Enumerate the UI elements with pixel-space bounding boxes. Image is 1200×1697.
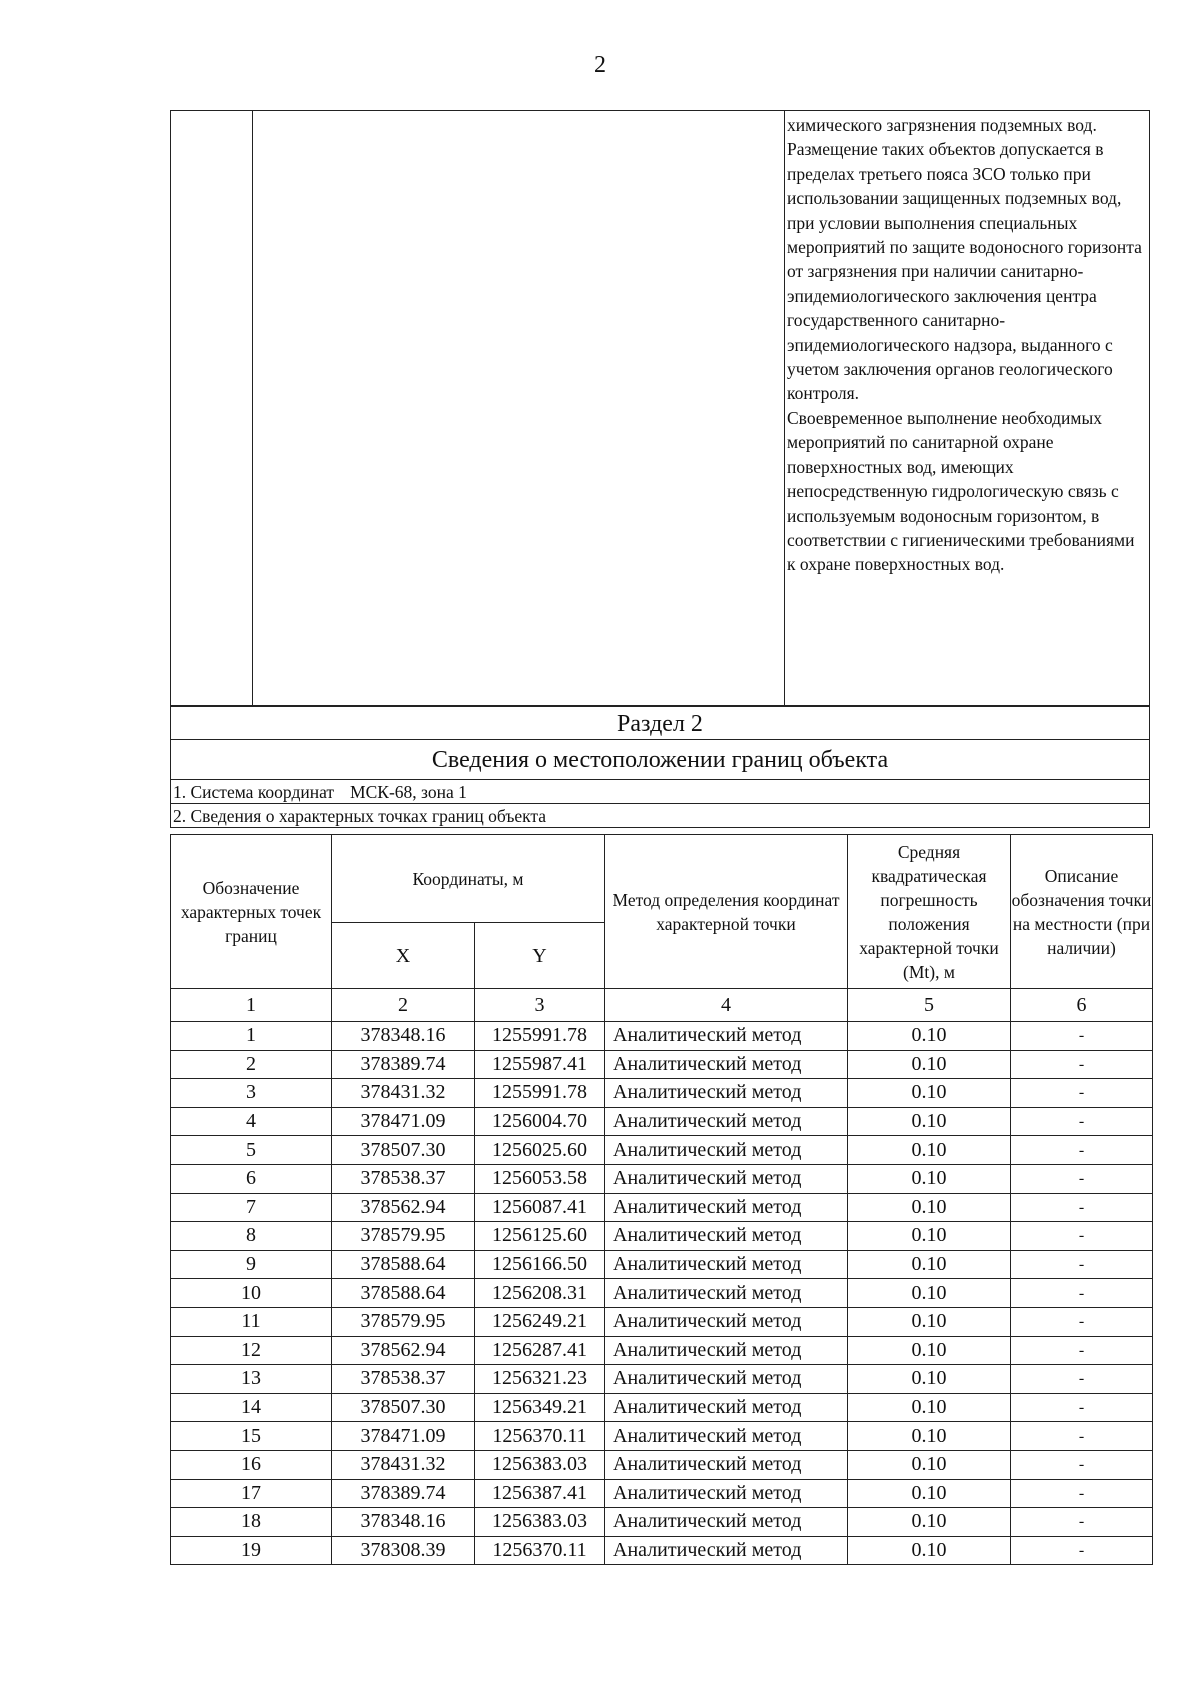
cell-method: Аналитический метод [605,1508,848,1537]
coordinate-system-line [171,780,1149,804]
cell-description: - [1011,1422,1153,1451]
cell-coord-x: 378538.37 [332,1365,475,1394]
cell-description: - [1011,1365,1153,1394]
cell-mean-error: 0.10 [848,1422,1011,1451]
cell-description: - [1011,1107,1153,1136]
header-error: Средняя квадратическая погрешность положения характерной точки (Mt), м [848,835,1011,989]
cell-point-number: 11 [171,1307,332,1336]
cell-coord-x: 378471.09 [332,1107,475,1136]
cell-method: Аналитический метод [605,1222,848,1251]
cell-description: - [1011,1336,1153,1365]
cell-mean-error: 0.10 [848,1022,1011,1051]
cell-method: Аналитический метод [605,1050,848,1079]
header-method: Метод определения координат характерной точки [605,835,848,989]
cell-point-number: 4 [171,1107,332,1136]
table-row [171,1508,1153,1537]
cell-mean-error: 0.10 [848,1050,1011,1079]
cell-coord-x: 378348.16 [332,1022,475,1051]
cell-point-number: 9 [171,1250,332,1279]
table-row [171,1450,1153,1479]
cell-coord-y: 1256321.23 [475,1365,605,1394]
cell-method: Аналитический метод [605,1393,848,1422]
cell-point-number: 18 [171,1508,332,1537]
cell-description: - [1011,1164,1153,1193]
cell-mean-error: 0.10 [848,1365,1011,1394]
cell-mean-error: 0.10 [848,1250,1011,1279]
empty-cell-content [253,111,785,705]
cell-coord-x: 378562.94 [332,1193,475,1222]
cell-point-number: 14 [171,1393,332,1422]
cell-method: Аналитический метод [605,1450,848,1479]
cell-point-number: 17 [171,1479,332,1508]
column-number: 3 [475,989,605,1022]
restriction-paragraph: Размещение таких объектов допускается в пределах третьего пояса ЗСО только при использовании защищенных подземных вод, при условии выполнения специальных мероприятий по защите водоносного горизонта от загрязнения при наличии санитарно-эпидемиологического заключения центра государственного санитарно-эпидемиологического надзора, выданного с учетом заключения органов геологического контроля. [787,139,1142,404]
cell-description: - [1011,1222,1153,1251]
cell-description: - [1011,1450,1153,1479]
cell-point-number: 2 [171,1050,332,1079]
cell-coord-y: 1256166.50 [475,1250,605,1279]
cell-coord-y: 1256370.11 [475,1536,605,1565]
cell-method: Аналитический метод [605,1422,848,1451]
cell-method: Аналитический метод [605,1022,848,1051]
cell-coord-x: 378471.09 [332,1422,475,1451]
cell-point-number: 16 [171,1450,332,1479]
restrictions-table-continuation [170,110,1150,706]
cell-coord-y: 1255991.78 [475,1022,605,1051]
cell-point-number: 19 [171,1536,332,1565]
header-coordinates: Координаты, м [332,835,605,923]
cell-description: - [1011,1079,1153,1108]
cell-coord-y: 1255987.41 [475,1050,605,1079]
restriction-text-cell [785,111,1149,705]
cell-coord-y: 1256387.41 [475,1479,605,1508]
cell-description: - [1011,1250,1153,1279]
cell-coord-x: 378507.30 [332,1136,475,1165]
cell-method: Аналитический метод [605,1307,848,1336]
cell-description: - [1011,1479,1153,1508]
cell-coord-y: 1256125.60 [475,1222,605,1251]
empty-cell-number [171,111,253,705]
cell-method: Аналитический метод [605,1336,848,1365]
coordinate-system-value: МСК-68, зона 1 [350,782,467,802]
header-x: X [332,923,475,989]
cell-method: Аналитический метод [605,1250,848,1279]
cell-coord-x: 378579.95 [332,1307,475,1336]
section-title: Раздел 2 [171,706,1149,740]
boundary-points-table [170,834,1153,1565]
points-info-label: 2. Сведения о характерных точках границ объекта [171,804,1149,828]
cell-method: Аналитический метод [605,1279,848,1308]
cell-description: - [1011,1022,1153,1051]
header-designation: Обозначение характерных точек границ [171,835,332,989]
cell-mean-error: 0.10 [848,1307,1011,1336]
cell-mean-error: 0.10 [848,1393,1011,1422]
table-row [171,1479,1153,1508]
table-row [171,1536,1153,1565]
table-row [171,1393,1153,1422]
table-row [171,1164,1153,1193]
table-row [171,1336,1153,1365]
cell-method: Аналитический метод [605,1365,848,1394]
table-row [171,1365,1153,1394]
cell-description: - [1011,1536,1153,1565]
restriction-paragraph: Своевременное выполнение необходимых мероприятий по санитарной охране поверхностных вод, имеющих непосредственную гидрологическую связь с используемым водоносным горизонтом, в соответствии с гигиеническими требованиями к охране поверхностных вод. [787,407,1135,575]
column-number: 6 [1011,989,1153,1022]
cell-mean-error: 0.10 [848,1479,1011,1508]
cell-method: Аналитический метод [605,1536,848,1565]
cell-description: - [1011,1136,1153,1165]
cell-coord-y: 1256004.70 [475,1107,605,1136]
cell-coord-y: 1256249.21 [475,1307,605,1336]
section-2-header [170,706,1150,828]
cell-coord-y: 1256208.31 [475,1279,605,1308]
cell-mean-error: 0.10 [848,1222,1011,1251]
table-row [171,1222,1153,1251]
cell-point-number: 13 [171,1365,332,1394]
cell-coord-y: 1256053.58 [475,1164,605,1193]
page-number: 2 [594,52,606,78]
points-table-body [171,1022,1153,1565]
table-row [171,1422,1153,1451]
cell-coord-y: 1256025.60 [475,1136,605,1165]
cell-description: - [1011,1193,1153,1222]
column-number: 2 [332,989,475,1022]
cell-description: - [1011,1050,1153,1079]
cell-coord-x: 378538.37 [332,1164,475,1193]
cell-coord-x: 378308.39 [332,1536,475,1565]
page-header [0,0,1200,100]
cell-mean-error: 0.10 [848,1508,1011,1537]
cell-description: - [1011,1508,1153,1537]
column-number: 5 [848,989,1011,1022]
cell-coord-x: 378588.64 [332,1279,475,1308]
cell-method: Аналитический метод [605,1136,848,1165]
table-row [171,1022,1153,1051]
cell-method: Аналитический метод [605,1193,848,1222]
table-row [171,1279,1153,1308]
section-subtitle: Сведения о местоположении границ объекта [171,740,1149,780]
column-number: 1 [171,989,332,1022]
cell-coord-x: 378431.32 [332,1079,475,1108]
cell-coord-y: 1256370.11 [475,1422,605,1451]
cell-coord-y: 1256383.03 [475,1508,605,1537]
cell-coord-y: 1256087.41 [475,1193,605,1222]
table-row [171,1079,1153,1108]
cell-point-number: 5 [171,1136,332,1165]
coordinate-system-label: 1. Система координат [173,782,335,802]
column-number-row [171,989,1153,1022]
table-row [171,1107,1153,1136]
cell-coord-y: 1256383.03 [475,1450,605,1479]
cell-point-number: 12 [171,1336,332,1365]
cell-point-number: 10 [171,1279,332,1308]
cell-coord-x: 378562.94 [332,1336,475,1365]
cell-method: Аналитический метод [605,1107,848,1136]
header-y: Y [475,923,605,989]
cell-description: - [1011,1393,1153,1422]
cell-method: Аналитический метод [605,1079,848,1108]
cell-mean-error: 0.10 [848,1279,1011,1308]
cell-point-number: 7 [171,1193,332,1222]
cell-description: - [1011,1279,1153,1308]
cell-point-number: 6 [171,1164,332,1193]
cell-mean-error: 0.10 [848,1336,1011,1365]
cell-description: - [1011,1307,1153,1336]
cell-method: Аналитический метод [605,1164,848,1193]
cell-coord-x: 378507.30 [332,1393,475,1422]
cell-mean-error: 0.10 [848,1107,1011,1136]
table-row [171,1307,1153,1336]
cell-coord-x: 378389.74 [332,1050,475,1079]
cell-mean-error: 0.10 [848,1450,1011,1479]
restriction-paragraph: химического загрязнения подземных вод. [787,115,1097,135]
cell-point-number: 3 [171,1079,332,1108]
cell-coord-x: 378431.32 [332,1450,475,1479]
cell-mean-error: 0.10 [848,1136,1011,1165]
cell-mean-error: 0.10 [848,1079,1011,1108]
cell-point-number: 1 [171,1022,332,1051]
cell-point-number: 8 [171,1222,332,1251]
header-description: Описание обозначения точки на местности (при наличии) [1011,835,1153,989]
cell-mean-error: 0.10 [848,1536,1011,1565]
cell-mean-error: 0.10 [848,1164,1011,1193]
cell-coord-y: 1256287.41 [475,1336,605,1365]
table-row [171,1193,1153,1222]
cell-coord-y: 1255991.78 [475,1079,605,1108]
cell-coord-x: 378579.95 [332,1222,475,1251]
cell-coord-x: 378389.74 [332,1479,475,1508]
column-number: 4 [605,989,848,1022]
cell-mean-error: 0.10 [848,1193,1011,1222]
cell-coord-x: 378348.16 [332,1508,475,1537]
table-row [171,1136,1153,1165]
cell-coord-y: 1256349.21 [475,1393,605,1422]
cell-method: Аналитический метод [605,1479,848,1508]
cell-point-number: 15 [171,1422,332,1451]
table-row [171,1050,1153,1079]
cell-coord-x: 378588.64 [332,1250,475,1279]
table-row [171,1250,1153,1279]
